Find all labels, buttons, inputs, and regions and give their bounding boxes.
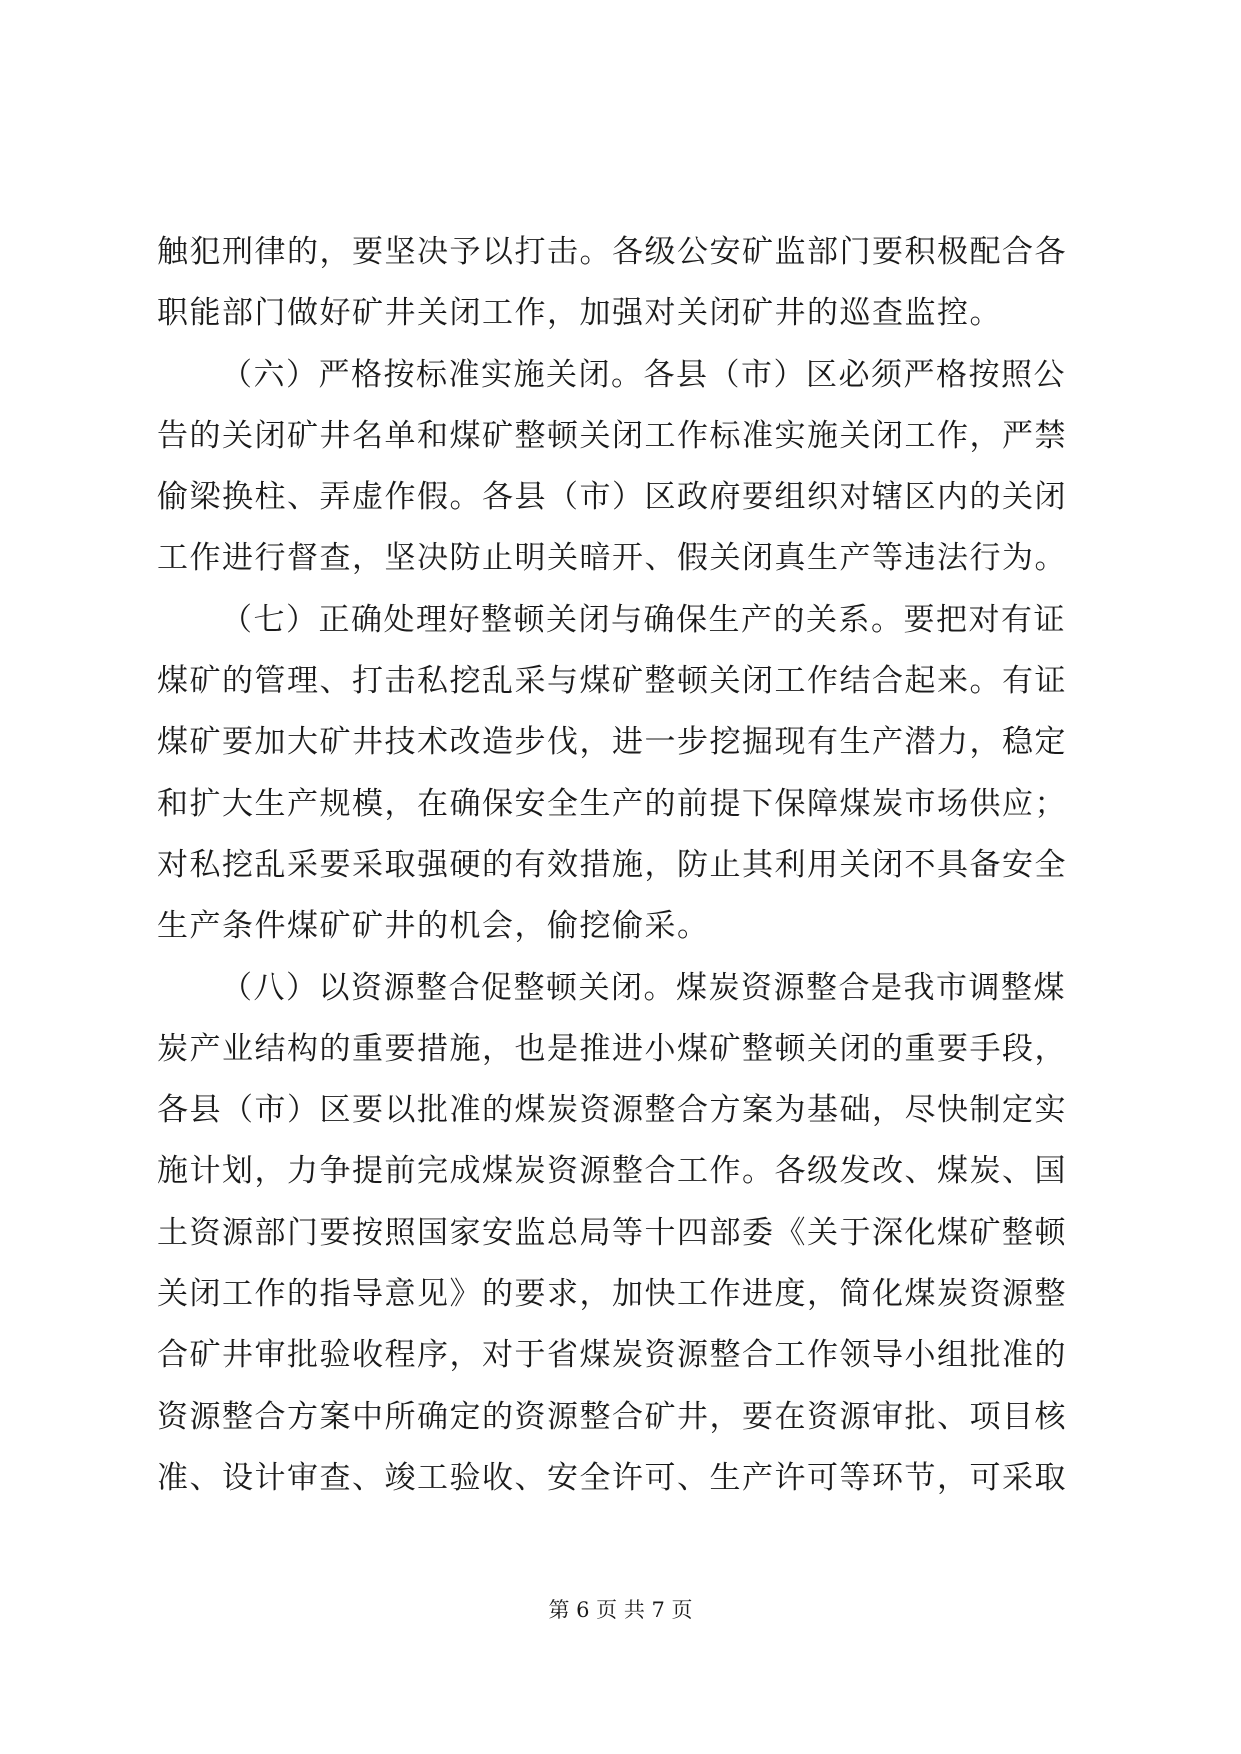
document-body [157,222,1087,1509]
paragraph-heading-line: （八）以资源整合促整顿关闭。煤炭资源整合是我市调整煤 [221,969,1066,1006]
text-line: 告的关闭矿井名单和煤矿整顿关闭工作标准实施关闭工作，严禁 [157,417,1067,454]
text-line: 触犯刑律的，要坚决予以打击。各级公安矿监部门要积极配合各 [157,234,1067,270]
text-line: 对私挖乱采要采取强硬的有效措施，防止其利用关闭不具备安全 [157,846,1067,883]
page-number-footer: 第 6 页 共 7 页 [548,1598,693,1622]
text-line: 合矿井审批验收程序，对于省煤炭资源整合工作领导小组批准的 [157,1337,1067,1374]
text-line: 炭产业结构的重要措施，也是推进小煤矿整顿关闭的重要手段， [157,1030,1067,1067]
text-line: 煤矿要加大矿井技术改造步伐，进一步挖掘现有生产潜力，稳定 [157,724,1067,761]
text-line: 工作进行督查，坚决防止明关暗开、假关闭真生产等违法行为。 [157,540,1067,577]
text-line: 偷梁换柱、弄虚作假。各县（市）区政府要组织对辖区内的关闭 [157,479,1067,516]
text-line: 各县（市）区要以批准的煤炭资源整合方案为基础，尽快制定实 [157,1092,1067,1129]
text-line: 生产条件煤矿矿井的机会，偷挖偷采。 [157,908,710,945]
paragraph-heading-line: （七）正确处理好整顿关闭与确保生产的关系。要把对有证 [221,601,1066,638]
text-line: 和扩大生产规模，在确保安全生产的前提下保障煤炭市场供应； [157,785,1067,822]
text-line: 关闭工作的指导意见》的要求，加快工作进度，简化煤炭资源整 [157,1276,1067,1313]
text-line: 准、设计审查、竣工验收、安全许可、生产许可等环节，可采取 [157,1459,1067,1496]
text-line: 资源整合方案中所确定的资源整合矿井，要在资源审批、项目核 [157,1398,1067,1435]
text-line: 土资源部门要按照国家安监总局等十四部委《关于深化煤矿整顿 [157,1214,1067,1251]
text-line: 职能部门做好矿井关闭工作，加强对关闭矿井的巡查监控。 [157,295,1002,332]
text-line: 煤矿的管理、打击私挖乱采与煤矿整顿关闭工作结合起来。有证 [157,663,1067,700]
paragraph-heading-line: （六）严格按标准实施关闭。各县（市）区必须严格按照公 [221,356,1066,393]
text-line: 施计划，力争提前完成煤炭资源整合工作。各级发改、煤炭、国 [157,1153,1067,1190]
